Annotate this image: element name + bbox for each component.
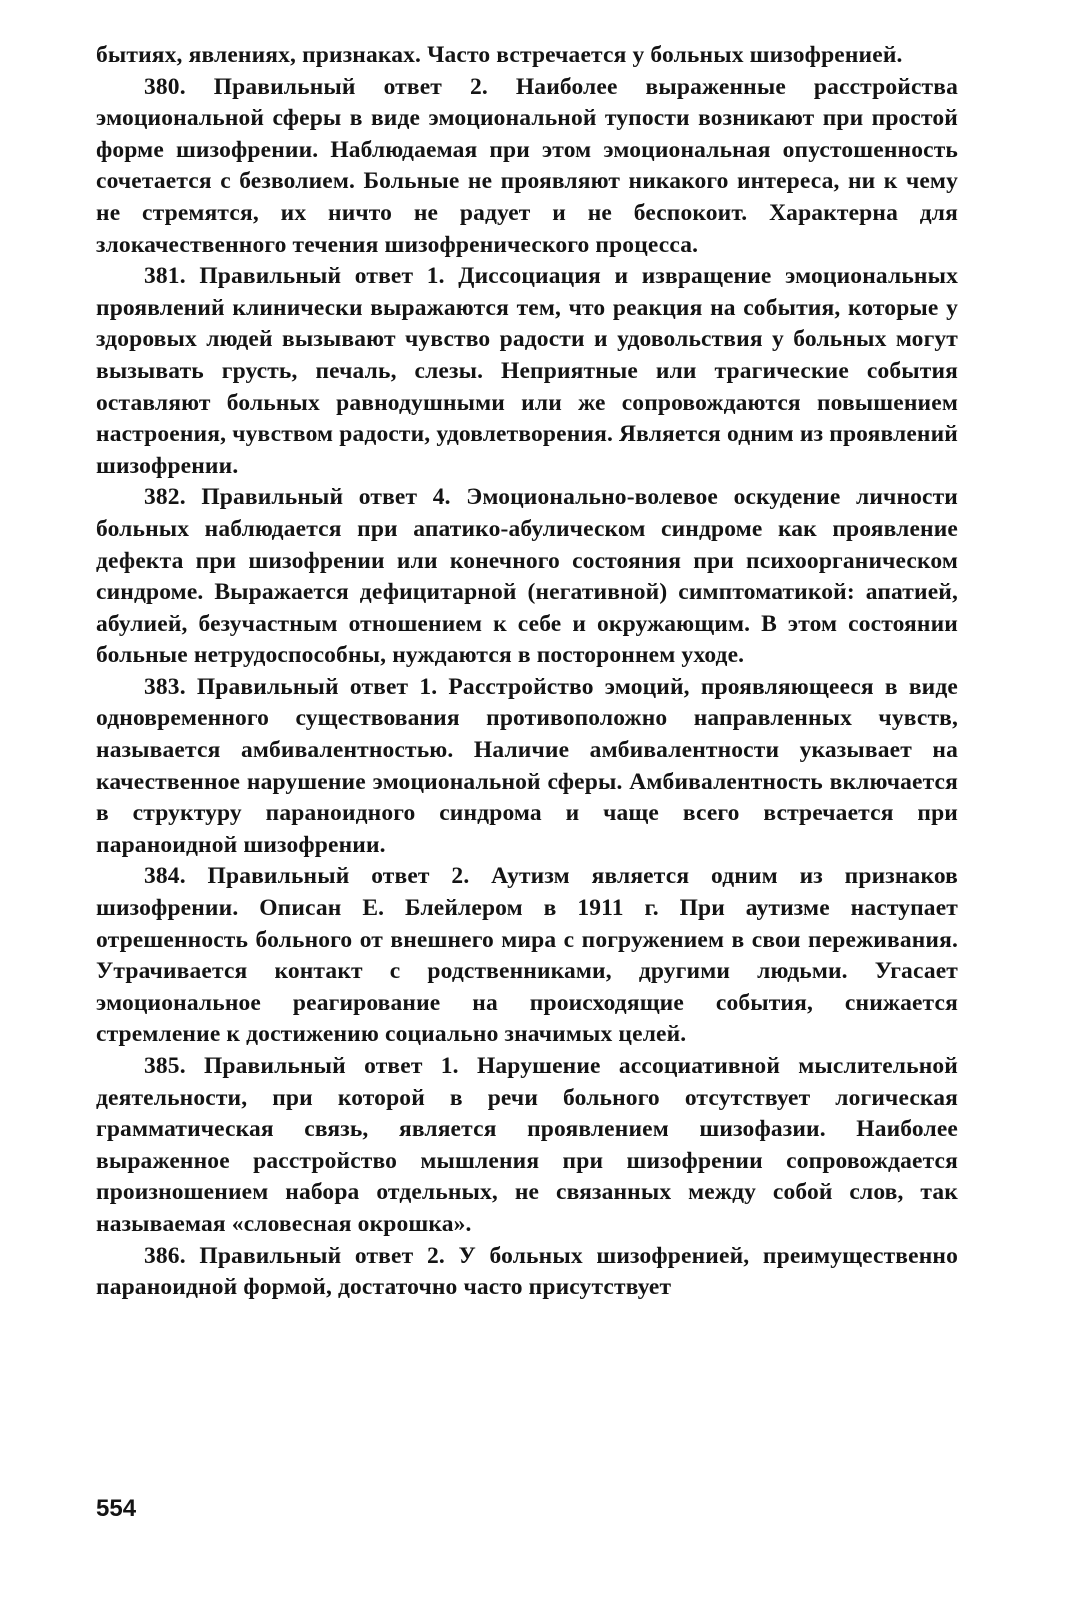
answer-number: 382. [144,484,186,511]
answer-number: 385. [144,1053,186,1079]
answer-text: Правильный ответ 2. У больных шизофренией, преимущественно параноидной формой, достаточно часто присутствует [96,1242,958,1301]
answer-number: 381. [144,263,186,290]
answer-text: Правильный ответ 2. Аутизм является одним из признаков шизофрении. Описан Е. Блейлером в 1911 г. При аутизме наступает отрешенность больного от внешнего мира с погружением в свои переживания. Утрачивается контакт с родственниками, другими людьми. Угасает эмоциональное реагирование на происходящие события, снижается стремление к достижению социально значимых целей. [96,863,958,1048]
answer-number: 380. [144,73,186,100]
answer-text: Правильный ответ 1. Нарушение ассоциативной мыслительной деятельности, при которой в речи больного отсутствует логическая грамматическая связь, является проявлением шизофазии. Наиболее выраженное расстройство мышления при шизофрении сопровождается произношением набора отдельных, не связанных между собой слов, так называемая «словесная окрошка». [96,1053,958,1237]
page-number: 554 [96,1495,137,1522]
answer-number: 386. [144,1242,186,1269]
answer-text: Правильный ответ 1. Расстройство эмоций, проявляющееся в виде одновременного существования противоположно направленных чувств, называется амбивалентностью. Наличие амбивалентности указывает на качественное нарушение эмоциональной сферы. Амбивалентность включается в структуру параноидного синдрома и чаще всего встречается при параноидной шизофрении. [96,673,958,858]
answer-380 [96,72,958,262]
answer-number: 384. [144,863,186,890]
answer-383 [96,672,958,862]
page-body [96,40,958,1304]
answer-386 [96,1241,958,1304]
continuation-paragraph: бытиях, явлениях, признаках. Часто встречается у больных шизофренией. [96,42,903,68]
answer-384 [96,861,958,1051]
answer-text: Правильный ответ 2. Наиболее выраженные расстройства эмоциональной сферы в виде эмоциональной тупости возникают при простой форме шизофрении. Наблюдаемая при этом эмоциональная опустошенность сочетается с безволием. Больные не проявляют никакого интереса, ни к чему не стремятся, их ничто не радует и не беспокоит. Характерна для злокачественного течения шизофренического процесса. [96,73,958,258]
answer-381 [96,261,958,482]
answer-385 [96,1051,958,1241]
answer-382 [96,482,958,672]
answer-number: 383. [144,673,186,700]
answer-text: Правильный ответ 4. Эмоционально-волевое оскудение личности больных наблюдается при апатико-абулическом синдроме как проявление дефекта при шизофрении или конечного состояния при психоорганическом синдроме. Выражается дефицитарной (негативной) симптоматикой: апатией, абулией, безучастным отношением к себе и окружающим. В этом состоянии больные нетрудоспособны, нуждаются в постороннем уходе. [96,484,958,669]
answer-text: Правильный ответ 1. Диссоциация и извращение эмоциональных проявлений клинически выражаются тем, что реакция на события, которые у здоровых людей вызывают чувство радости и удовольствия у больных могут вызывать грусть, печаль, слезы. Неприятные или трагические события оставляют больных равнодушными или же сопровождаются повышением настроения, чувством радости, удовлетворения. Является одним из проявлений шизофрении. [96,263,958,479]
